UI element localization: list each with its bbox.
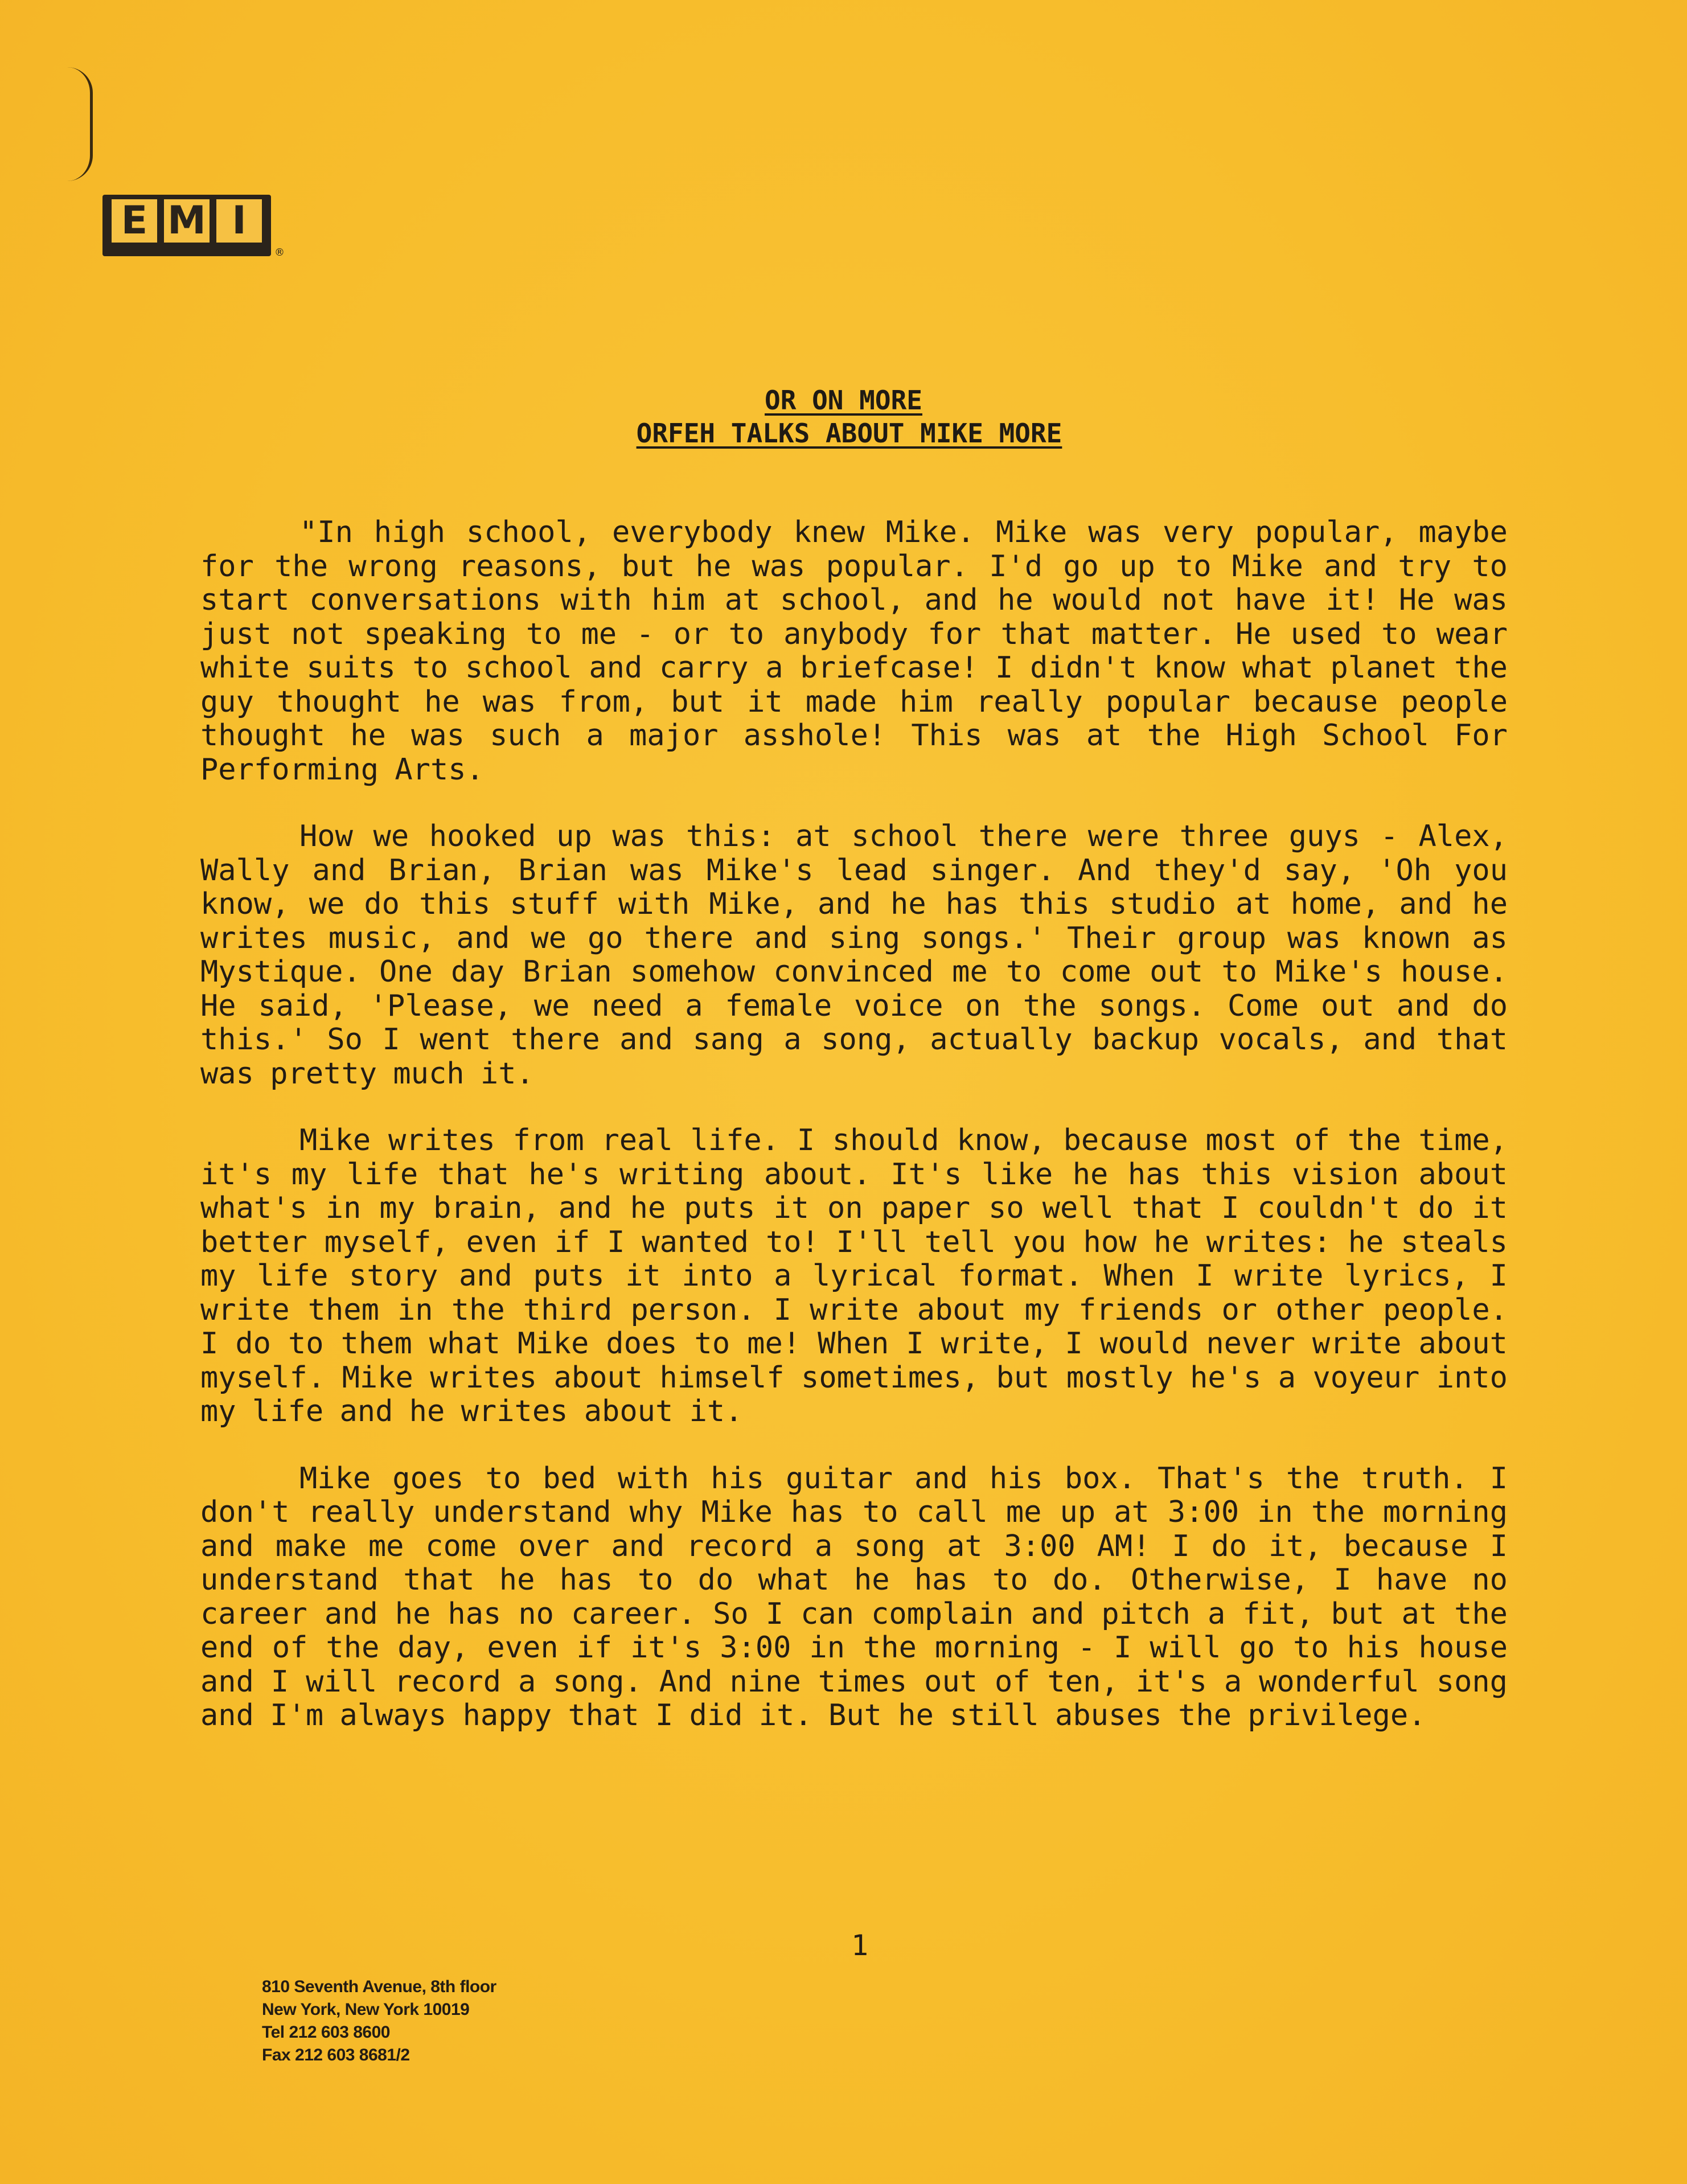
paragraph-2: How we hooked up was this: at school there were three guys - Alex, Wally and Brian, Brian was Mike's lead singer. And they'd say, 'Oh you know, we do this stuff with Mike, and he has this studio at home, and he writes music, and we go there and sing songs.' Their group was known as Mystique. One day Brian somehow convinced me to come out to Mike's house. He said, 'Please, we need a female voice on the songs. Come out and do this.' So I went there and sang a song, actually backup vocals, and that was pretty much it. — [200, 819, 1508, 1091]
logo-letter-e: E — [112, 199, 157, 243]
address-street: 810 Seventh Avenue, 8th floor — [262, 1977, 496, 1996]
paragraph-3: Mike writes from real life. I should know, because most of the time, it's my life that he's writing about. It's like he has this vision about what's in my brain, and he puts it on paper so well that I couldn't do it better myself, even if I wanted to! I'll tell you how he writes: he steals my life story and puts it into a lyrical format. When I write lyrics, I write them in the third person. I write about my friends or other people. I do to them what Mike does to me! When I write, I would never write about myself. Mike writes about himself sometimes, but mostly he's a voyeur into my life and he writes about it. — [200, 1123, 1508, 1428]
document-title-line2: ORFEH TALKS ABOUT MIKE MORE — [636, 418, 1062, 449]
document-body — [200, 516, 1508, 1766]
margin-pen-mark — [67, 67, 93, 181]
emi-logo — [102, 195, 285, 258]
registered-mark: ® — [274, 247, 285, 258]
paragraph-1: "In high school, everybody knew Mike. Mike was very popular, maybe for the wrong reasons, but he was popular. I'd go up to Mike and try to start conversations with him at school, and he would not have it! He was just not speaking to me - or to anybody for that matter. He used to wear white suits to school and carry a briefcase! I didn't know what planet the guy thought he was from, but it made him really popular because people thought he was such a major asshole! This was at the High School For Performing Arts. — [200, 515, 1508, 787]
logo-letter-i: I — [216, 199, 262, 243]
document-title-line1: OR ON MORE — [765, 385, 922, 416]
address-tel: Tel 212 603 8600 — [262, 2023, 390, 2042]
address-fax: Fax 212 603 8681/2 — [262, 2046, 410, 2064]
logo-letter-m: M — [164, 199, 210, 243]
paragraph-4: Mike goes to bed with his guitar and his box. That's the truth. I don't really understand why Mike has to call me up at 3:00 in the morning and make me come over and record a song at 3:00 AM! I do it, because I understand that he has to do what he has to do. Otherwise, I have no career and he has no career. So I can complain and pitch a fit, but at the end of the day, even if it's 3:00 in the morning - I will go to his house and I will record a song. And nine times out of ten, it's a wonderful song and I'm always happy that I did it. But he still abuses the privilege. — [200, 1461, 1508, 1733]
address-city: New York, New York 10019 — [262, 2000, 470, 2019]
address-block — [262, 1976, 496, 2067]
page-number: 1 — [851, 1929, 869, 1962]
